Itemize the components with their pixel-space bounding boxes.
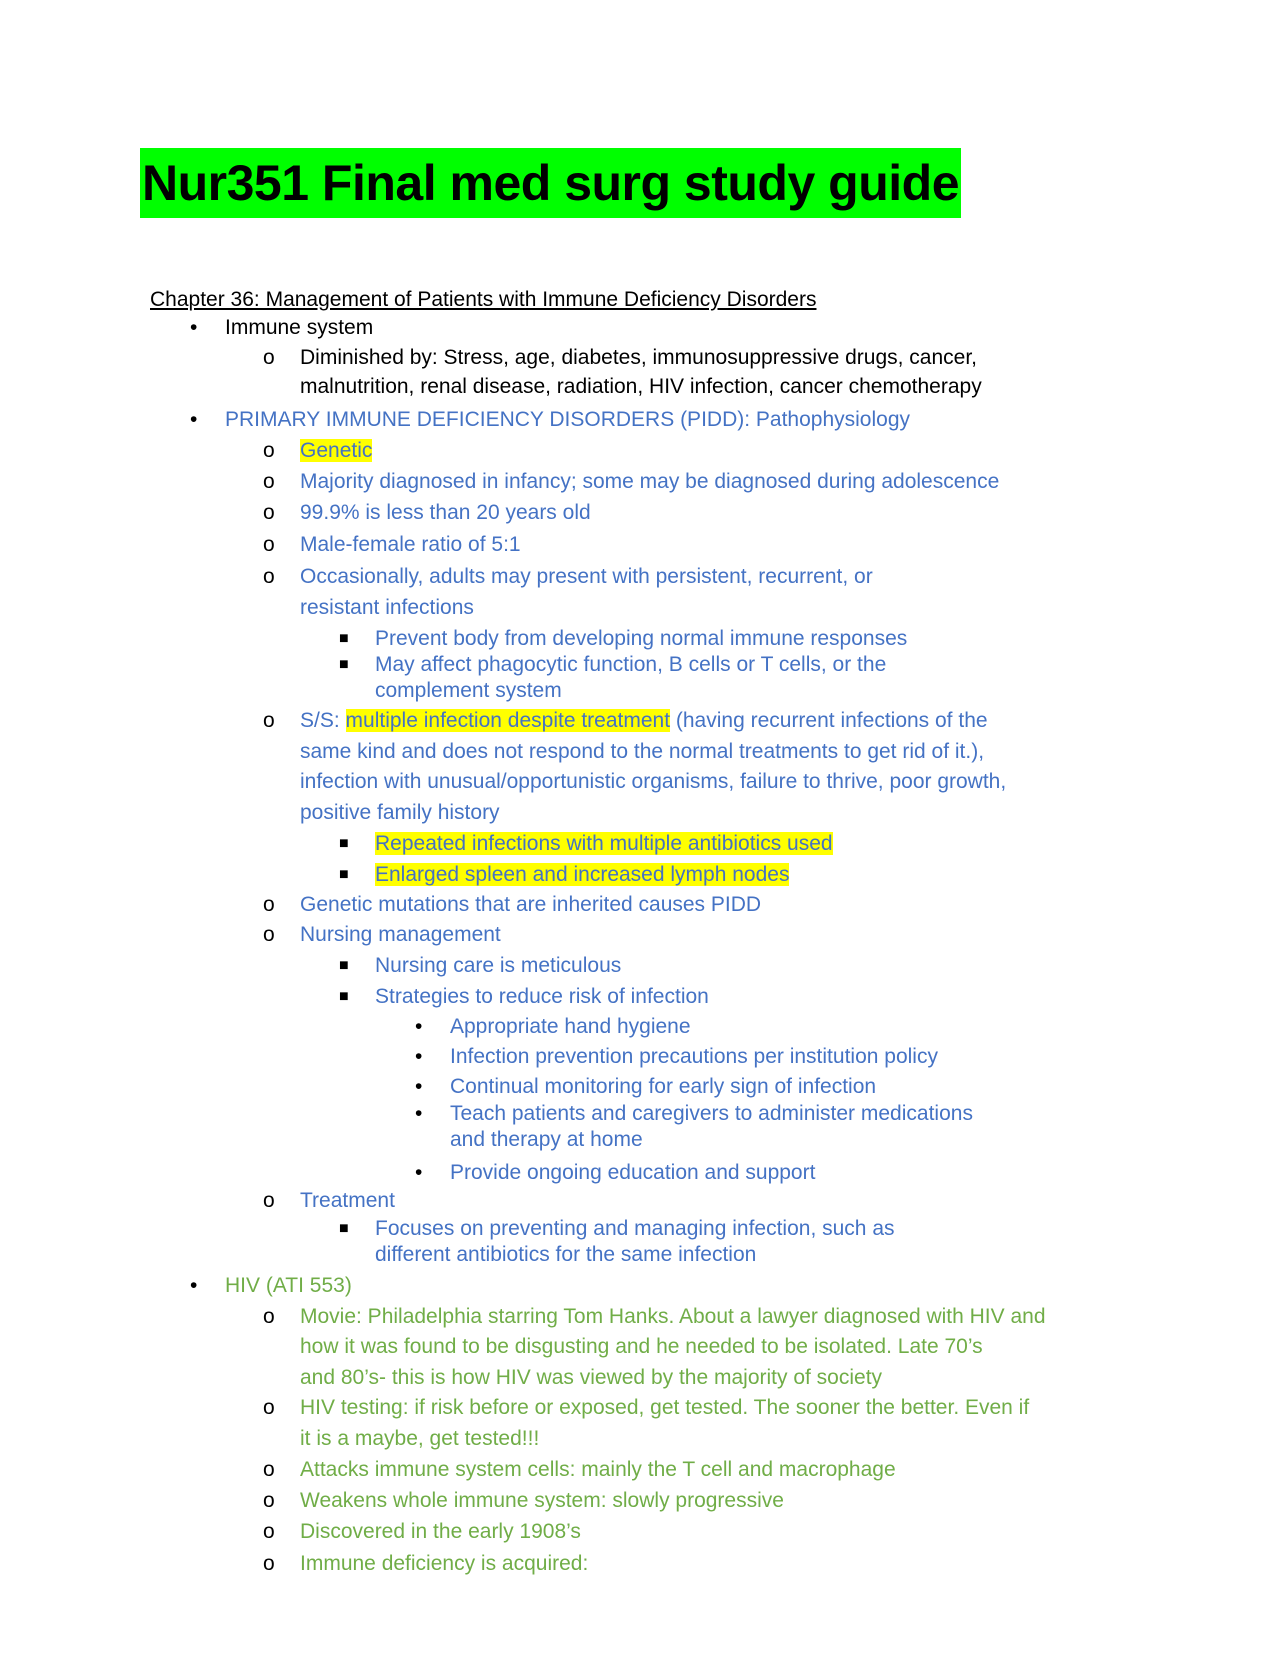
list-item-continuation: same kind and does not respond to the normal treatments to get rid of it.),: [300, 740, 985, 763]
bullet-marker: •: [415, 1015, 423, 1038]
list-item: [300, 437, 372, 465]
highlighted-text: Genetic: [300, 439, 373, 462]
list-item: 99.9% is less than 20 years old: [300, 501, 591, 524]
bullet-marker: •: [190, 1274, 198, 1297]
circle-marker: o: [263, 470, 275, 493]
list-item: HIV testing: if risk before or exposed, get tested. The sooner the better. Even if: [300, 1396, 1030, 1419]
list-item-continuation: and 80’s- this is how HIV was viewed by the majority of society: [300, 1366, 883, 1389]
list-item: Nursing care is meticulous: [375, 954, 622, 977]
circle-marker: o: [263, 346, 275, 369]
list-item: Strategies to reduce risk of infection: [375, 985, 709, 1008]
list-item: Infection prevention precautions per institution policy: [450, 1045, 938, 1068]
list-item: Nursing management: [300, 923, 501, 946]
square-marker: ■: [339, 630, 349, 647]
section-heading-hiv: HIV (ATI 553): [225, 1274, 352, 1297]
circle-marker: o: [263, 1305, 275, 1328]
list-item: Continual monitoring for early sign of infection: [450, 1075, 877, 1098]
highlighted-text: Repeated infections with multiple antibiotics used: [375, 832, 833, 855]
list-item: Male-female ratio of 5:1: [300, 533, 521, 556]
square-marker: ■: [339, 835, 349, 852]
square-marker: ■: [339, 866, 349, 883]
list-item: Prevent body from developing normal immune responses: [375, 627, 908, 650]
list-item: Focuses on preventing and managing infection, such as: [375, 1217, 895, 1240]
list-item-continuation: how it was found to be disgusting and he needed to be isolated. Late 70’s: [300, 1335, 983, 1358]
ss-rest: (having recurrent infections of the: [670, 709, 988, 732]
list-item-continuation: positive family history: [300, 801, 500, 824]
bullet-marker: •: [190, 408, 198, 431]
highlighted-text: multiple infection despite treatment: [345, 709, 671, 732]
list-item: Weakens whole immune system: slowly progressive: [300, 1489, 784, 1512]
bullet-marker: •: [415, 1161, 423, 1184]
list-item: Appropriate hand hygiene: [450, 1015, 691, 1038]
list-item-continuation: infection with unusual/opportunistic organisms, failure to thrive, poor growth,: [300, 770, 1007, 793]
list-item-continuation: resistant infections: [300, 596, 474, 619]
square-marker: ■: [339, 656, 349, 673]
circle-marker: o: [263, 923, 275, 946]
circle-marker: o: [263, 1458, 275, 1481]
highlighted-text: Enlarged spleen and increased lymph nodes: [375, 863, 790, 886]
list-item: Teach patients and caregivers to administer medications: [450, 1102, 973, 1125]
list-item: Treatment: [300, 1189, 395, 1212]
circle-marker: o: [263, 565, 275, 588]
ss-prefix: S/S:: [300, 709, 346, 732]
document-title: Nur351 Final med surg study guide: [140, 148, 961, 218]
list-item: Attacks immune system cells: mainly the T cell and macrophage: [300, 1458, 896, 1481]
circle-marker: o: [263, 501, 275, 524]
list-item: Discovered in the early 1908’s: [300, 1520, 581, 1543]
chapter-heading: Chapter 36: Management of Patients with Immune Deficiency Disorders: [150, 288, 817, 311]
circle-marker: o: [263, 1520, 275, 1543]
list-item-continuation: it is a maybe, get tested!!!: [300, 1427, 540, 1450]
bullet-marker: •: [190, 316, 198, 339]
list-item: Movie: Philadelphia starring Tom Hanks. About a lawyer diagnosed with HIV and: [300, 1305, 1046, 1328]
list-item: [375, 830, 833, 858]
circle-marker: o: [263, 1189, 275, 1212]
list-item-continuation: complement system: [375, 679, 562, 702]
list-item: Diminished by: Stress, age, diabetes, immunosuppressive drugs, cancer,: [300, 346, 977, 369]
list-item: Immune system: [225, 316, 374, 339]
circle-marker: o: [263, 533, 275, 556]
list-item: [375, 861, 789, 889]
list-item: Genetic mutations that are inherited causes PIDD: [300, 893, 762, 916]
list-item: Occasionally, adults may present with persistent, recurrent, or: [300, 565, 873, 588]
circle-marker: o: [263, 1396, 275, 1419]
circle-marker: o: [263, 893, 275, 916]
circle-marker: o: [263, 1489, 275, 1512]
bullet-marker: •: [415, 1045, 423, 1068]
list-item: Majority diagnosed in infancy; some may be diagnosed during adolescence: [300, 470, 1000, 493]
square-marker: ■: [339, 1220, 349, 1237]
list-item-continuation: different antibiotics for the same infection: [375, 1243, 757, 1266]
circle-marker: o: [263, 1552, 275, 1575]
square-marker: ■: [339, 957, 349, 974]
circle-marker: o: [263, 709, 275, 732]
list-item: Provide ongoing education and support: [450, 1161, 816, 1184]
list-item: [300, 707, 988, 735]
square-marker: ■: [339, 988, 349, 1005]
list-item-continuation: malnutrition, renal disease, radiation, HIV infection, cancer chemotherapy: [300, 375, 982, 398]
section-heading-pidd: PRIMARY IMMUNE DEFICIENCY DISORDERS (PIDD): Pathophysiology: [225, 408, 911, 431]
bullet-marker: •: [415, 1075, 423, 1098]
list-item: May affect phagocytic function, B cells or T cells, or the: [375, 653, 887, 676]
circle-marker: o: [263, 439, 275, 462]
bullet-marker: •: [415, 1102, 423, 1125]
list-item-continuation: and therapy at home: [450, 1128, 643, 1151]
list-item: Immune deficiency is acquired:: [300, 1552, 589, 1575]
